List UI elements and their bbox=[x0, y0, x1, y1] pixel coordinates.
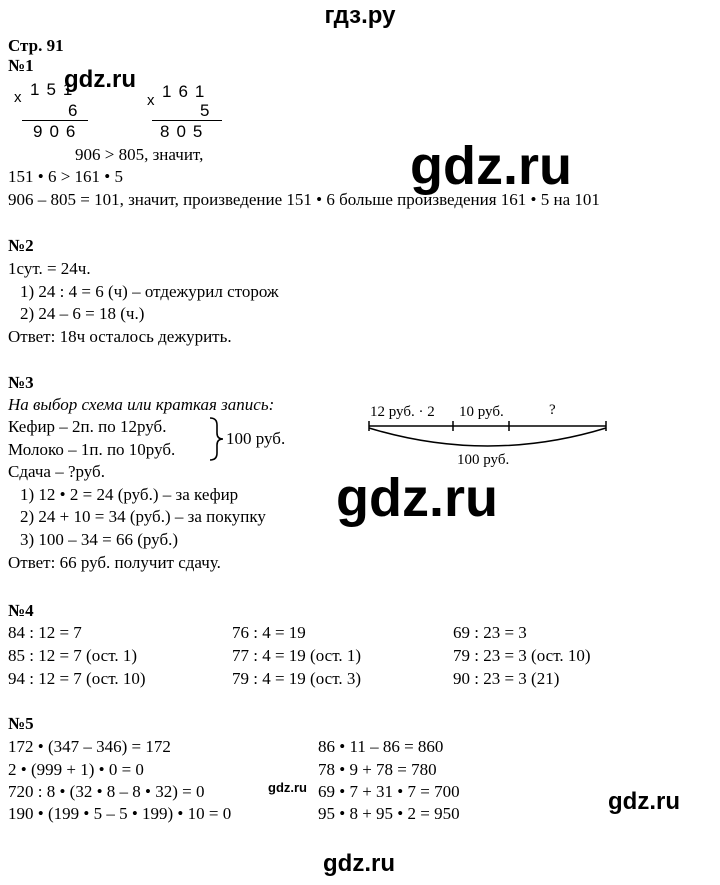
task3-item-milk: Молоко – 1п. по 10руб. bbox=[8, 440, 176, 459]
scheme-label-kefir: 12 руб. · 2 bbox=[370, 404, 435, 420]
task5-number: №5 bbox=[8, 714, 34, 733]
task4-r2-c3: 79 : 23 = 3 (ост. 10) bbox=[453, 646, 591, 665]
curly-brace bbox=[206, 416, 226, 462]
mult2-rule bbox=[152, 120, 222, 121]
task5-r3-c2: 69 • 7 + 31 • 7 = 700 bbox=[318, 782, 460, 801]
mult1-result: 906 bbox=[33, 122, 83, 141]
scheme-label-milk: 10 руб. bbox=[459, 404, 504, 420]
task2-number: №2 bbox=[8, 236, 34, 255]
task5-r4-c1: 190 • (199 • 5 – 5 • 199) • 10 = 0 bbox=[8, 804, 232, 823]
mult1-rule bbox=[22, 120, 88, 121]
page-label: Стр. 91 bbox=[8, 36, 64, 55]
task4-r1-c1: 84 : 12 = 7 bbox=[8, 623, 82, 642]
mult1-top: 151 bbox=[30, 80, 80, 99]
watermark-1: gdz.ru bbox=[64, 66, 136, 93]
watermark-4: gdz.ru bbox=[268, 780, 307, 795]
scheme-label-total: 100 руб. bbox=[457, 452, 510, 468]
task4-number: №4 bbox=[8, 601, 34, 620]
watermark-3: gdz.ru bbox=[336, 468, 498, 528]
watermark-2: gdz.ru bbox=[410, 136, 572, 196]
task5-r1-c2: 86 • 11 – 86 = 860 bbox=[318, 737, 444, 756]
task3-answer: Ответ: 66 руб. получит сдачу. bbox=[8, 553, 221, 572]
task3-step-1: 1) 12 • 2 = 24 (руб.) – за кефир bbox=[20, 485, 239, 504]
mult2-bottom: 5 bbox=[200, 101, 217, 120]
site-header: гдз.ру bbox=[324, 2, 396, 29]
mult1-bottom: 6 bbox=[68, 101, 85, 120]
task5-r1-c1: 172 • (347 – 346) = 172 bbox=[8, 737, 171, 756]
task4-r1-c2: 76 : 4 = 19 bbox=[232, 623, 306, 642]
task1-line-3: 906 – 805 = 101, значит, произведение 151 • 6 больше произведения 161 • 5 на 101 bbox=[8, 190, 600, 209]
task4-r3-c1: 94 : 12 = 7 (ост. 10) bbox=[8, 669, 146, 688]
task1-line-2: 151 • 6 > 161 • 5 bbox=[8, 167, 123, 186]
task3-step-3: 3) 100 – 34 = 66 (руб.) bbox=[20, 530, 179, 549]
task3-intro: На выбор схема или краткая запись: bbox=[8, 395, 275, 414]
task1-line-1: 906 > 805, значит, bbox=[75, 145, 204, 164]
task4-r3-c2: 79 : 4 = 19 (ост. 3) bbox=[232, 669, 362, 688]
scheme-label-change: ? bbox=[549, 402, 556, 418]
mult2-sign: x bbox=[147, 92, 155, 109]
task4-r2-c2: 77 : 4 = 19 (ост. 1) bbox=[232, 646, 362, 665]
task2-line-2: 1) 24 : 4 = 6 (ч) – отдежурил сторож bbox=[20, 282, 279, 301]
task2-line-1: 1сут. = 24ч. bbox=[8, 259, 91, 278]
task5-r4-c2: 95 • 8 + 95 • 2 = 950 bbox=[318, 804, 460, 823]
task4-r3-c3: 90 : 23 = 3 (21) bbox=[453, 669, 560, 688]
mult2-result: 805 bbox=[160, 122, 210, 141]
mult1-sign: x bbox=[14, 89, 22, 106]
watermark-6: gdz.ru bbox=[323, 850, 395, 877]
mult2-top: 161 bbox=[162, 82, 212, 101]
task5-r2-c2: 78 • 9 + 78 = 780 bbox=[318, 760, 437, 779]
task4-r2-c1: 85 : 12 = 7 (ост. 1) bbox=[8, 646, 138, 665]
task3-total: 100 руб. bbox=[226, 429, 286, 448]
task2-line-3: 2) 24 – 6 = 18 (ч.) bbox=[20, 304, 145, 323]
task2-line-4: Ответ: 18ч осталось дежурить. bbox=[8, 327, 232, 346]
task3-step-2: 2) 24 + 10 = 34 (руб.) – за покупку bbox=[20, 507, 266, 526]
task5-r2-c1: 2 • (999 + 1) • 0 = 0 bbox=[8, 760, 144, 779]
task3-change: Сдача – ?руб. bbox=[8, 462, 105, 481]
task3-number: №3 bbox=[8, 373, 34, 392]
task5-r3-c1: 720 : 8 • (32 • 8 – 8 • 32) = 0 bbox=[8, 782, 205, 801]
watermark-5: gdz.ru bbox=[608, 788, 680, 815]
task3-item-kefir: Кефир – 2п. по 12руб. bbox=[8, 417, 167, 436]
task1-number: №1 bbox=[8, 56, 34, 75]
task4-r1-c3: 69 : 23 = 3 bbox=[453, 623, 527, 642]
